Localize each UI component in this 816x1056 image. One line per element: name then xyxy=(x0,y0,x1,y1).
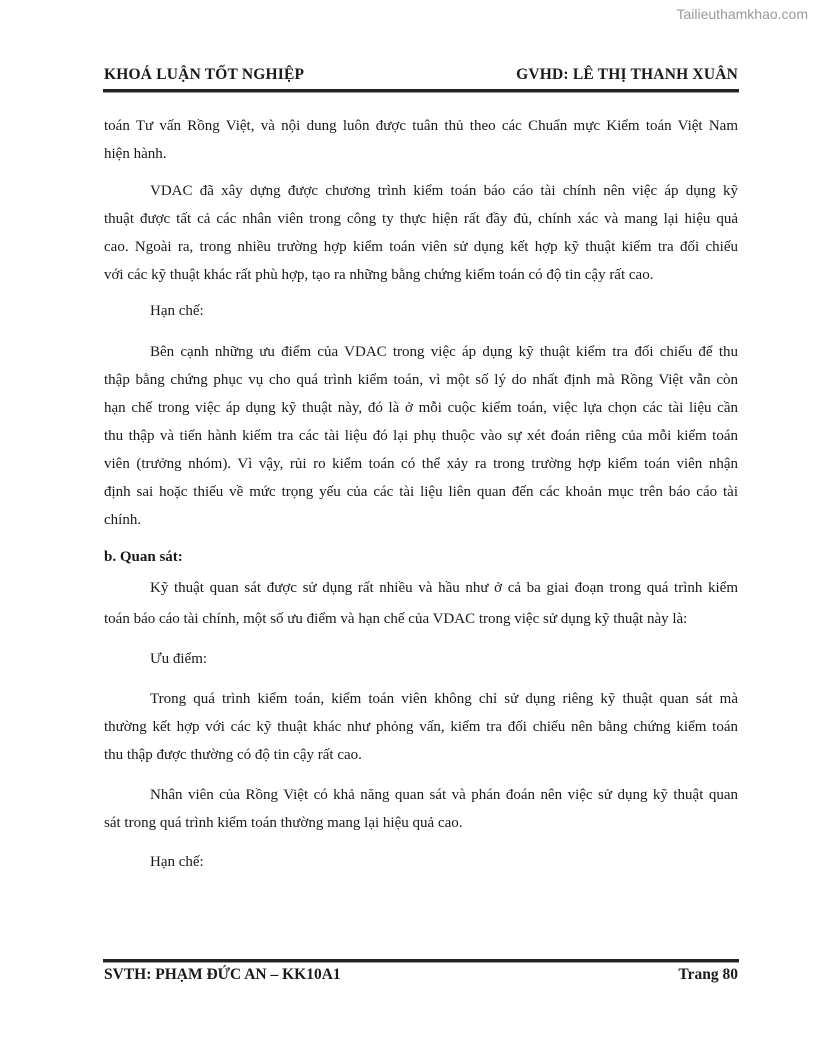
text-line: định sai hoặc thiếu về mức trọng yếu của các tài liệu liên quan đến các khoản mục trên báo cáo tài xyxy=(104,484,738,500)
text-line: Bên cạnh những ưu điểm của VDAC trong việc áp dụng kỹ thuật kiểm tra đối chiếu để thu xyxy=(150,344,738,360)
subheading-han-che-2 xyxy=(104,848,738,876)
text-line: Nhân viên của Rồng Việt có khả năng quan sát và phán đoán nên việc sử dụng kỹ thuật quan xyxy=(150,787,738,803)
header-advisor: GVHD: LÊ THỊ THANH XUÂN xyxy=(516,66,738,83)
section-title: b. Quan sát: xyxy=(104,549,183,565)
text-line: thuật được tất cả các nhân viên trong công ty thực hiện rất đầy đủ, chính xác và mang lại hiệu quả xyxy=(104,211,738,227)
paragraph-3 xyxy=(104,338,738,534)
subheading-han-che xyxy=(104,297,738,325)
text-line: sát trong quá trình kiểm toán thường mang lại hiệu quả cao. xyxy=(104,815,463,831)
text-line: toán báo cáo tài chính, một số ưu điểm và hạn chế của VDAC trong việc sử dụng kỹ thuật này là: xyxy=(104,611,688,627)
text-line: Trong quá trình kiểm toán, kiểm toán viên không chỉ sử dụng riêng kỹ thuật quan sát mà xyxy=(150,691,738,707)
footer-rule xyxy=(103,959,739,963)
page-footer xyxy=(104,966,738,984)
text-line: thường kết hợp với các kỹ thuật khác như phỏng vấn, kiểm tra đối chiếu nên bằng chứng kiểm toán xyxy=(104,719,738,735)
text-line: VDAC đã xây dựng được chương trình kiểm toán báo cáo tài chính nên việc áp dụng kỹ xyxy=(150,183,738,199)
header-title: KHOÁ LUẬN TỐT NGHIỆP xyxy=(104,66,305,83)
subheading-text: Hạn chế: xyxy=(150,303,204,319)
footer-student: SVTH: PHẠM ĐỨC AN – KK10A1 xyxy=(104,966,341,983)
paragraph-5 xyxy=(104,685,738,769)
text-line: với các kỹ thuật khác rất phù hợp, tạo ra những bằng chứng kiểm toán có độ tin cậy rất cao. xyxy=(104,267,654,283)
paragraph-2 xyxy=(104,177,738,289)
text-line: toán Tư vấn Rồng Việt, và nội dung luôn được tuân thủ theo các Chuẩn mực Kiểm toán Việt Nam xyxy=(104,118,738,134)
text-line: hạn chế trong việc áp dụng kỹ thuật này, đó là ở mỗi cuộc kiểm toán, việc lựa chọn các tài liệu cần xyxy=(104,400,738,416)
section-heading xyxy=(104,543,738,571)
text-line: hiện hành. xyxy=(104,146,167,162)
header-rule xyxy=(103,89,739,93)
page-header xyxy=(104,66,738,84)
subheading-text: Hạn chế: xyxy=(150,854,204,870)
paragraph-6 xyxy=(104,781,738,837)
watermark: Tailieuthamkhao.com xyxy=(676,6,808,22)
subheading-text: Ưu điểm: xyxy=(150,651,208,667)
paragraph-4 xyxy=(104,574,738,633)
text-line: viên (trưởng nhóm). Vì vậy, rủi ro kiểm toán có thể xảy ra trong trường hợp kiểm toán viên nhận xyxy=(104,456,738,472)
text-line: Kỹ thuật quan sát được sử dụng rất nhiều và hầu như ở cả ba giai đoạn trong quá trình kiểm xyxy=(150,580,738,596)
paragraph-1 xyxy=(104,112,738,168)
page-number: Trang 80 xyxy=(678,966,738,983)
text-line: thu thập và tiến hành kiểm tra các tài liệu đó lại phụ thuộc vào sự xét đoán riêng của mỗi kiểm toán xyxy=(104,428,738,444)
subheading-uu-diem xyxy=(104,645,738,673)
text-line: chính. xyxy=(104,512,142,528)
text-line: thu thập được thường có độ tin cậy rất cao. xyxy=(104,747,362,763)
text-line: thập bằng chứng phục vụ cho quá trình kiểm toán, vì một số lý do nhất định mà Rồng Việt vẫn còn xyxy=(104,372,738,388)
text-line: cao. Ngoài ra, trong nhiều trường hợp kiểm toán viên sử dụng kết hợp kỹ thuật kiểm tra đối chiếu xyxy=(104,239,738,255)
